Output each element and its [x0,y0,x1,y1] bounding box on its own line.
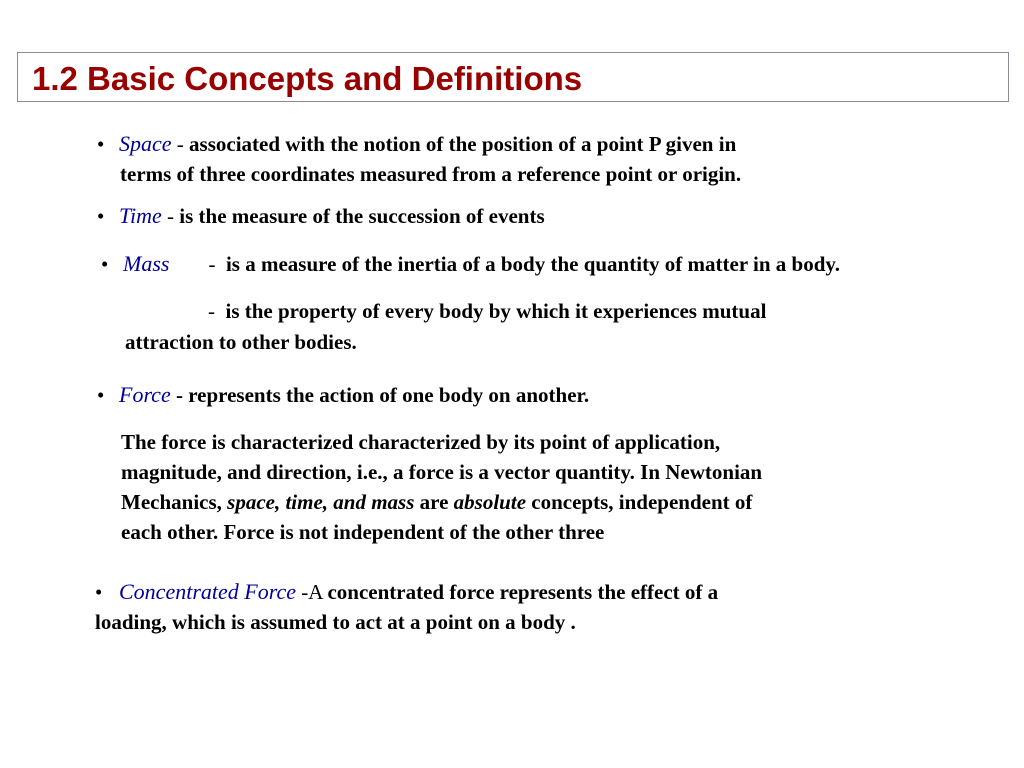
force-para-line3-c: concepts, independent of [526,490,753,514]
dash: - [170,383,189,407]
bullet: • [101,252,109,276]
bullet: • [97,204,105,228]
title-box [17,52,1009,102]
mass-text2a: is the property of every body by which it experiences mutual [225,299,767,323]
term-concentrated-force: Concentrated Force [119,579,296,604]
definition-space [97,129,741,189]
force-para-emphasis-space-time-mass: space, time, and mass [227,490,415,514]
term-space: Space [119,131,172,156]
dash: - [161,204,180,228]
force-para-line3-a: Mechanics, [121,490,228,514]
term-mass: Mass [123,251,170,276]
dash: - [208,252,216,276]
dash: - [208,299,215,323]
force-para-line1: The force is characterized characterized by its point of application, [121,430,721,454]
mass-text2b: attraction to other bodies. [125,330,357,354]
force-para-line3 [121,487,762,517]
force-paragraph [121,427,762,547]
force-para-line4: each other. Force is not independent of the other three [121,520,605,544]
concentrated-text-line1: concentrated force represents the effect of a [327,580,719,604]
bullet: • [97,132,105,156]
term-force: Force [119,382,171,407]
mass-text2b-block [125,327,357,357]
bullet: • [95,580,103,604]
force-para-line3-b: are [414,490,454,514]
force-para-emphasis-absolute: absolute [453,490,527,514]
mass-second-definition [208,296,766,326]
bullet: • [97,383,105,407]
term-time: Time [119,203,162,228]
concentrated-text-line2: loading, which is assumed to act at a point on a body . [95,610,576,634]
mass-text1: is a measure of the inertia of a body the quantity of matter in a body. [225,252,841,276]
space-text-line2: terms of three coordinates measured from a reference point or origin. [120,162,742,186]
definition-time [97,201,545,231]
page-title: 1.2 Basic Concepts and Definitions [32,60,583,97]
definition-force [97,380,589,410]
definition-concentrated-force [95,577,718,637]
dash: - [171,132,190,156]
force-para-line2: magnitude, and direction, i.e., a force is a vector quantity. In Newtonian [121,460,763,484]
definition-mass [101,249,840,279]
force-text: represents the action of one body on another. [188,383,590,407]
space-text-line1: associated with the notion of the position of a point P given in [189,132,737,156]
dash: -A [295,580,328,604]
time-text: is the measure of the succession of events [179,204,545,228]
